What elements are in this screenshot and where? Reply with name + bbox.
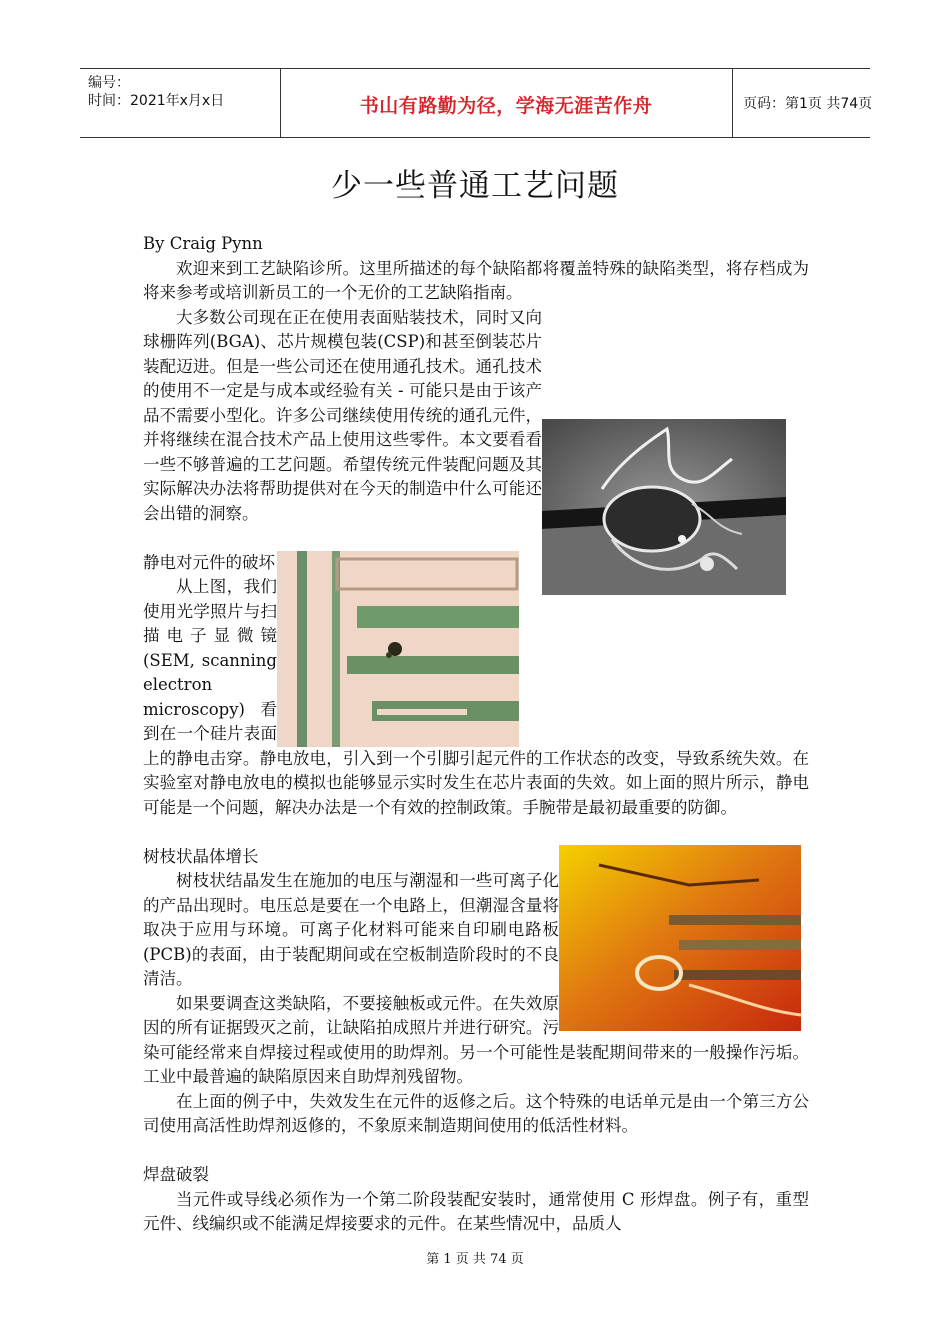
header-page-cell: [733, 69, 873, 137]
page-footer: 第 1 页 共 74 页: [426, 1252, 524, 1267]
static-damage-paragraph: 从上图，我们使用光学照片与扫描电子显微镜(SEM, scanning electron microscopy)看到在一个硅片表面上的静电击穿。静电放电，引入到一个引脚引起元件的工作状态的改变，导致系统失效。在实验室对静电放电的模拟也能够显示实时发生在芯片表面的失效。如上面的照片所示，静电可能是一个问题，解决办法是一个有效的控制政策。手腕带是最初最重要的防御。: [143, 577, 809, 817]
document-body: [143, 232, 809, 1237]
photo-dendrite-growth: [559, 845, 801, 1031]
header-meta-cell: [80, 69, 281, 137]
section-heading-static-damage: 静电对元件的破坏: [143, 552, 275, 572]
document-date: 时间：2021年x月x日: [88, 93, 225, 109]
intro-paragraph-1: 欢迎来到工艺缺陷诊所。这里所描述的每个缺陷都将覆盖特殊的缺陷类型，将存档成为将来参考或培训新员工的一个无价的工艺缺陷指南。: [143, 258, 809, 302]
header-motto: 书山有路勤为径，学海无涯苦作舟: [359, 95, 653, 117]
spacer: [143, 1139, 809, 1164]
page-header: [80, 68, 873, 138]
sem-photo-static-damage: [542, 419, 786, 595]
section-heading-pad-cracking: 焊盘破裂: [143, 1165, 209, 1184]
document-number-label: 编号：: [88, 75, 130, 91]
author-line: By Craig Pynn: [143, 234, 263, 253]
section-heading-dendrite-growth: 树枝状晶体增长: [143, 846, 259, 866]
pad-cracking-paragraph: 当元件或导线必须作为一个第二阶段装配安装时，通常使用 C 形焊盘。例子有，重型元件、线编织或不能满足焊接要求的元件。在某些情况中，品质人: [143, 1189, 809, 1233]
optical-photo-chip-surface: [277, 551, 519, 747]
document-title: 少一些普通工艺问题: [331, 168, 619, 204]
dendrite-paragraph-1: 树枝状结晶发生在施加的电压与潮湿和一些可离子化的产品出现时。电压总是要在一个电路上，但潮湿含量将取决于应用与环境。可离子化材料可能来自印刷电路板(PCB)的表面，由于装配期间或在空板制造阶段时的不良清洁。: [143, 871, 559, 988]
intro-paragraph-2: 大多数公司现在正在使用表面贴装技术，同时又向球栅阵列(BGA)、芯片规模包装(CSP)和甚至倒装芯片装配迈进。但是一些公司还在使用通孔技术。通孔技术的使用不一定是与成本或经验有关 - 可能只是由于该产品不需要小型化。许多公司继续使用传统的通孔元件，并将继续在混合技术产品上使用这些零件。本文要看看一些不够普遍的工艺问题。希望传统元件装配问题及其实际解决办法将帮助提供对在今天的制造中什么可能还会出错的洞察。: [143, 307, 542, 523]
spacer: [143, 820, 809, 845]
header-motto-cell: [280, 69, 733, 137]
header-page-info: 页码：第1页 共74页: [743, 96, 873, 112]
dendrite-paragraph-2: 如果要调查这类缺陷，不要接触板或元件。在失效原因的所有证据毁灭之前，让缺陷拍成照片并进行研究。污染可能经常来自焊接过程或使用的助焊剂。另一个可能性是装配期间带来的一般操作污垢。 工业中最普遍的缺陷原因来自助焊剂残留物。: [143, 993, 809, 1086]
dendrite-paragraph-3: 在上面的例子中，失效发生在元件的返修之后。这个特殊的电话单元是由一个第三方公司使用高活性助焊剂返修的，不象原来制造期间使用的低活性材料。: [143, 1091, 809, 1135]
